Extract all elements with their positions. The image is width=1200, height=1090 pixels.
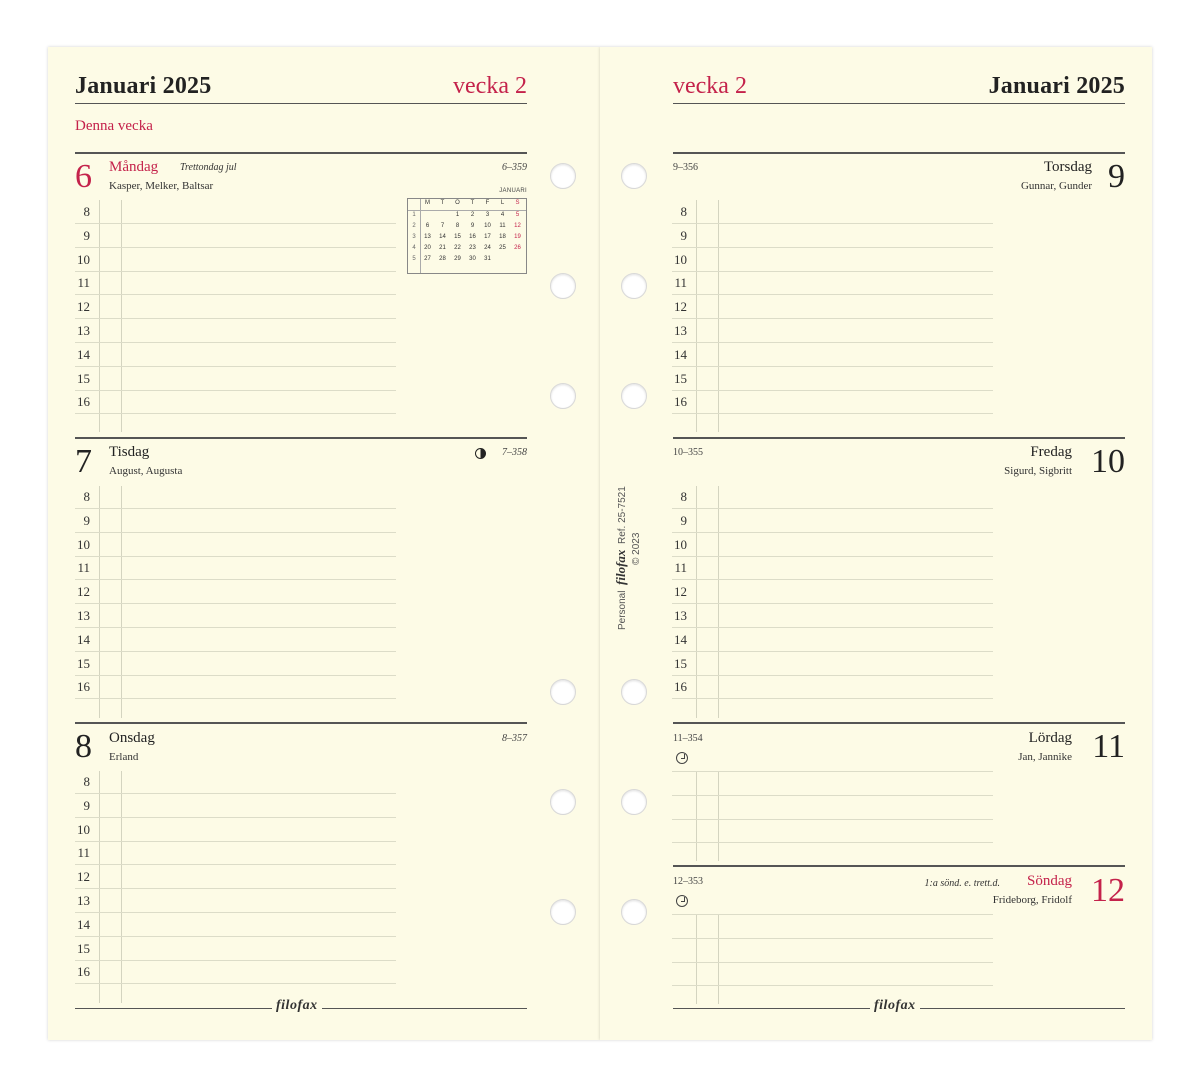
mini-calendar-day: 11 [499,223,506,229]
mini-calendar-week [408,211,526,222]
moon-phase-icon [475,448,486,459]
writing-line [672,247,993,248]
writing-line [672,271,993,272]
day-name: Måndag [109,159,159,175]
hour-label: 12 [674,299,687,315]
writing-line [75,983,396,984]
writing-line [75,366,396,367]
spine-copyright: © 2023 [631,532,642,565]
writing-line [75,651,396,652]
day-number: 7 [75,443,92,480]
margin-line [696,771,697,861]
writing-line [75,817,396,818]
day-divider [673,152,1125,154]
mini-calendar-header: L [500,200,505,206]
mini-calendar-header: T [440,200,445,206]
hour-label: 15 [674,655,687,671]
holiday-label: Trettondag jul [180,162,237,173]
binder-hole [621,163,647,189]
binder-hole [550,273,576,299]
writing-line [75,556,396,557]
hour-label: 9 [83,797,90,813]
week-number: 2 [412,223,416,229]
hour-label: 12 [77,584,90,600]
hour-label: 11 [77,275,90,291]
writing-line [75,342,396,343]
holiday-label: 1:a sönd. e. trett.d. [924,878,1000,889]
hour-label: 10 [77,536,90,552]
mini-calendar-day: 31 [484,256,491,262]
mini-calendar [407,198,527,274]
mini-calendar-header: M [425,200,430,206]
mini-calendar-day: 18 [499,234,506,240]
sun-clock-icon [676,752,688,764]
hour-label: 16 [674,679,687,695]
margin-line [718,486,719,718]
day-number: 10 [1091,443,1125,480]
writing-line [672,294,993,295]
writing-line [672,698,993,699]
header-rule [673,103,1125,104]
left-header [75,72,527,102]
day-count: 9–356 [673,162,698,173]
writing-line [672,532,993,533]
hour-label: 13 [77,608,90,623]
writing-line [672,675,993,676]
mini-calendar-day: 30 [469,256,476,262]
margin-line [718,200,719,432]
day-number: 9 [1108,158,1125,195]
binder-hole [550,383,576,409]
sun-clock-icon [676,895,688,907]
binder-hole [621,383,647,409]
writing-line [75,247,396,248]
writing-line [672,819,993,820]
hour-label: 16 [77,679,90,695]
binder-hole [621,273,647,299]
name-day-names: Frideborg, Fridolf [992,894,1072,906]
mini-calendar-week [408,222,526,233]
name-day-names: Kasper, Melker, Baltsar [109,180,214,192]
mini-calendar-day: 13 [424,234,431,240]
day-divider [75,437,527,439]
hour-label: 10 [674,251,687,267]
margin-line [696,914,697,1004]
writing-line [672,651,993,652]
writing-line [672,579,993,580]
writing-line [672,318,993,319]
hour-label: 11 [77,845,90,861]
writing-line [672,938,993,939]
month-title: Januari 2025 [75,73,212,99]
writing-line [75,532,396,533]
writing-line [672,842,993,843]
hour-label: 16 [77,394,90,410]
margin-line [99,486,100,718]
mini-calendar-day: 29 [454,256,461,262]
day-divider [673,437,1125,439]
writing-line [672,771,993,772]
mini-calendar-day: 6 [425,223,430,229]
margin-line [696,486,697,718]
day-name: Torsdag [1043,159,1092,175]
mini-calendar-day: 16 [469,234,476,240]
week-number: 3 [412,234,416,240]
writing-line [672,342,993,343]
hour-label: 9 [680,227,687,243]
writing-line [672,556,993,557]
mini-calendar-day: 21 [439,245,446,251]
name-day-names: Jan, Jannike [1018,751,1072,763]
writing-line [75,841,396,842]
this-week-label: Denna vecka [75,118,153,134]
mini-calendar-day: 8 [455,223,460,229]
mini-calendar-day: 27 [424,256,431,262]
writing-line [672,795,993,796]
mini-calendar-day: 7 [440,223,445,229]
hour-label: 16 [77,964,90,980]
spine-personal: Personal [617,590,628,630]
hour-label: 12 [674,584,687,600]
writing-line [75,698,396,699]
margin-line [718,771,719,861]
writing-line [672,390,993,391]
mini-calendar-day: 14 [439,234,446,240]
mini-calendar-header: O [455,200,460,206]
binder-hole [550,899,576,925]
hour-label: 13 [674,323,687,338]
mini-calendar-day: 4 [500,212,505,218]
mini-calendar-day: 19 [514,234,521,240]
writing-line [75,793,396,794]
hour-label: 9 [83,227,90,243]
writing-line [75,603,396,604]
writing-line [672,603,993,604]
binder-hole [550,679,576,705]
binder-hole [621,679,647,705]
margin-line [121,200,122,432]
hour-label: 8 [83,204,90,219]
hour-label: 11 [674,560,687,576]
writing-line [75,912,396,913]
hour-label: 14 [77,631,90,647]
hour-label: 15 [77,655,90,671]
hour-label: 11 [674,275,687,291]
spine-text [613,486,629,630]
hour-label: 14 [674,631,687,647]
hour-label: 13 [674,608,687,623]
spine-ref: Ref. 25-7521 [617,486,628,545]
mini-calendar-day: 22 [454,245,461,251]
mini-calendar-day: 17 [484,234,491,240]
writing-line [672,985,993,986]
week-number: 4 [412,245,416,251]
margin-line [696,200,697,432]
writing-line [75,223,396,224]
binder-hole [621,899,647,925]
day-number: 6 [75,158,92,195]
mini-calendar-day: 3 [485,212,490,218]
week-label: vecka 2 [673,73,747,99]
hour-label: 12 [77,869,90,885]
hour-label: 9 [83,512,90,528]
mini-calendar-day: 5 [515,212,520,218]
binder-hole [621,789,647,815]
margin-line [121,771,122,1003]
day-divider [75,152,527,154]
mini-calendar-header-row [408,199,526,210]
margin-line [718,914,719,1004]
writing-line [672,413,993,414]
writing-line [672,508,993,509]
hour-label: 8 [680,489,687,504]
writing-line [75,271,396,272]
day-divider [673,865,1125,867]
mini-calendar-day: 20 [424,245,431,251]
writing-line [75,960,396,961]
spine-brand: filofax [613,549,628,585]
month-title: Januari 2025 [988,73,1125,99]
writing-line [75,390,396,391]
header-rule [75,103,527,104]
hour-label: 15 [674,370,687,386]
mini-calendar-header: S [515,200,520,206]
name-day-names: Sigurd, Sigbritt [1004,465,1072,477]
hour-label: 8 [83,774,90,789]
name-day-names: Gunnar, Gunder [1020,180,1092,192]
day-divider [75,722,527,724]
writing-line [672,914,993,915]
hour-label: 14 [77,346,90,362]
day-number: 11 [1092,728,1125,765]
mini-calendar-day: 26 [514,245,521,251]
mini-calendar-header: T [470,200,475,206]
hour-label: 10 [77,251,90,267]
hour-label: 11 [77,560,90,576]
day-divider [673,722,1125,724]
writing-line [75,294,396,295]
day-count: 12–353 [673,876,703,887]
day-number: 8 [75,728,92,765]
week-number: 1 [412,212,416,218]
day-number: 12 [1091,872,1125,909]
mini-calendar-week [408,255,526,266]
binder-hole [550,163,576,189]
margin-line [121,486,122,718]
mini-calendar-header: F [485,200,490,206]
day-count: 11–354 [673,733,703,744]
mini-calendar-day: 28 [439,256,446,262]
hour-label: 14 [77,916,90,932]
day-count: 10–355 [673,447,703,458]
mini-calendar-day: 25 [499,245,506,251]
day-count: 6–359 [502,162,527,173]
writing-line [75,579,396,580]
mini-calendar-day: 15 [454,234,461,240]
hour-label: 8 [680,204,687,219]
hour-label: 12 [77,299,90,315]
writing-line [75,318,396,319]
margin-line [99,771,100,1003]
mini-calendar-week [408,233,526,244]
writing-line [75,627,396,628]
week-label: vecka 2 [453,73,527,99]
writing-line [75,413,396,414]
writing-line [672,223,993,224]
binder-hole [550,789,576,815]
margin-line [99,200,100,432]
mini-calendar-day: 2 [470,212,475,218]
spine-imprint [613,460,663,630]
mini-calendar-day: 12 [514,223,521,229]
filofax-logo: filofax [870,998,920,1014]
hour-label: 16 [674,394,687,410]
writing-line [75,508,396,509]
left-page [48,47,600,1040]
day-name: Söndag [1027,873,1072,889]
week-number: 5 [412,256,416,262]
writing-line [75,936,396,937]
hour-label: 13 [77,323,90,338]
day-name: Fredag [1030,444,1072,460]
hour-label: 9 [680,512,687,528]
writing-line [75,675,396,676]
filofax-logo: filofax [272,998,322,1014]
hour-label: 10 [674,536,687,552]
mini-calendar-day: 23 [469,245,476,251]
day-name: Onsdag [109,730,155,746]
mini-calendar-day: 1 [455,212,460,218]
mini-calendar-day: 24 [484,245,491,251]
writing-line [672,962,993,963]
day-count: 8–357 [502,733,527,744]
writing-line [75,888,396,889]
hour-label: 15 [77,940,90,956]
writing-line [672,366,993,367]
mini-calendar-title: JANUARI [499,188,527,194]
mini-calendar-day: 10 [484,223,491,229]
writing-line [672,627,993,628]
name-day-names: August, Augusta [109,465,183,477]
mini-calendar-day: 9 [470,223,475,229]
right-header [673,72,1125,102]
hour-label: 10 [77,821,90,837]
hour-label: 13 [77,893,90,908]
name-day-names: Erland [109,751,139,763]
writing-line [75,864,396,865]
hour-label: 8 [83,489,90,504]
day-name: Tisdag [109,444,150,460]
mini-calendar-week [408,244,526,255]
hour-label: 14 [674,346,687,362]
hour-label: 15 [77,370,90,386]
day-count: 7–358 [502,447,527,458]
day-name: Lördag [1028,730,1072,746]
